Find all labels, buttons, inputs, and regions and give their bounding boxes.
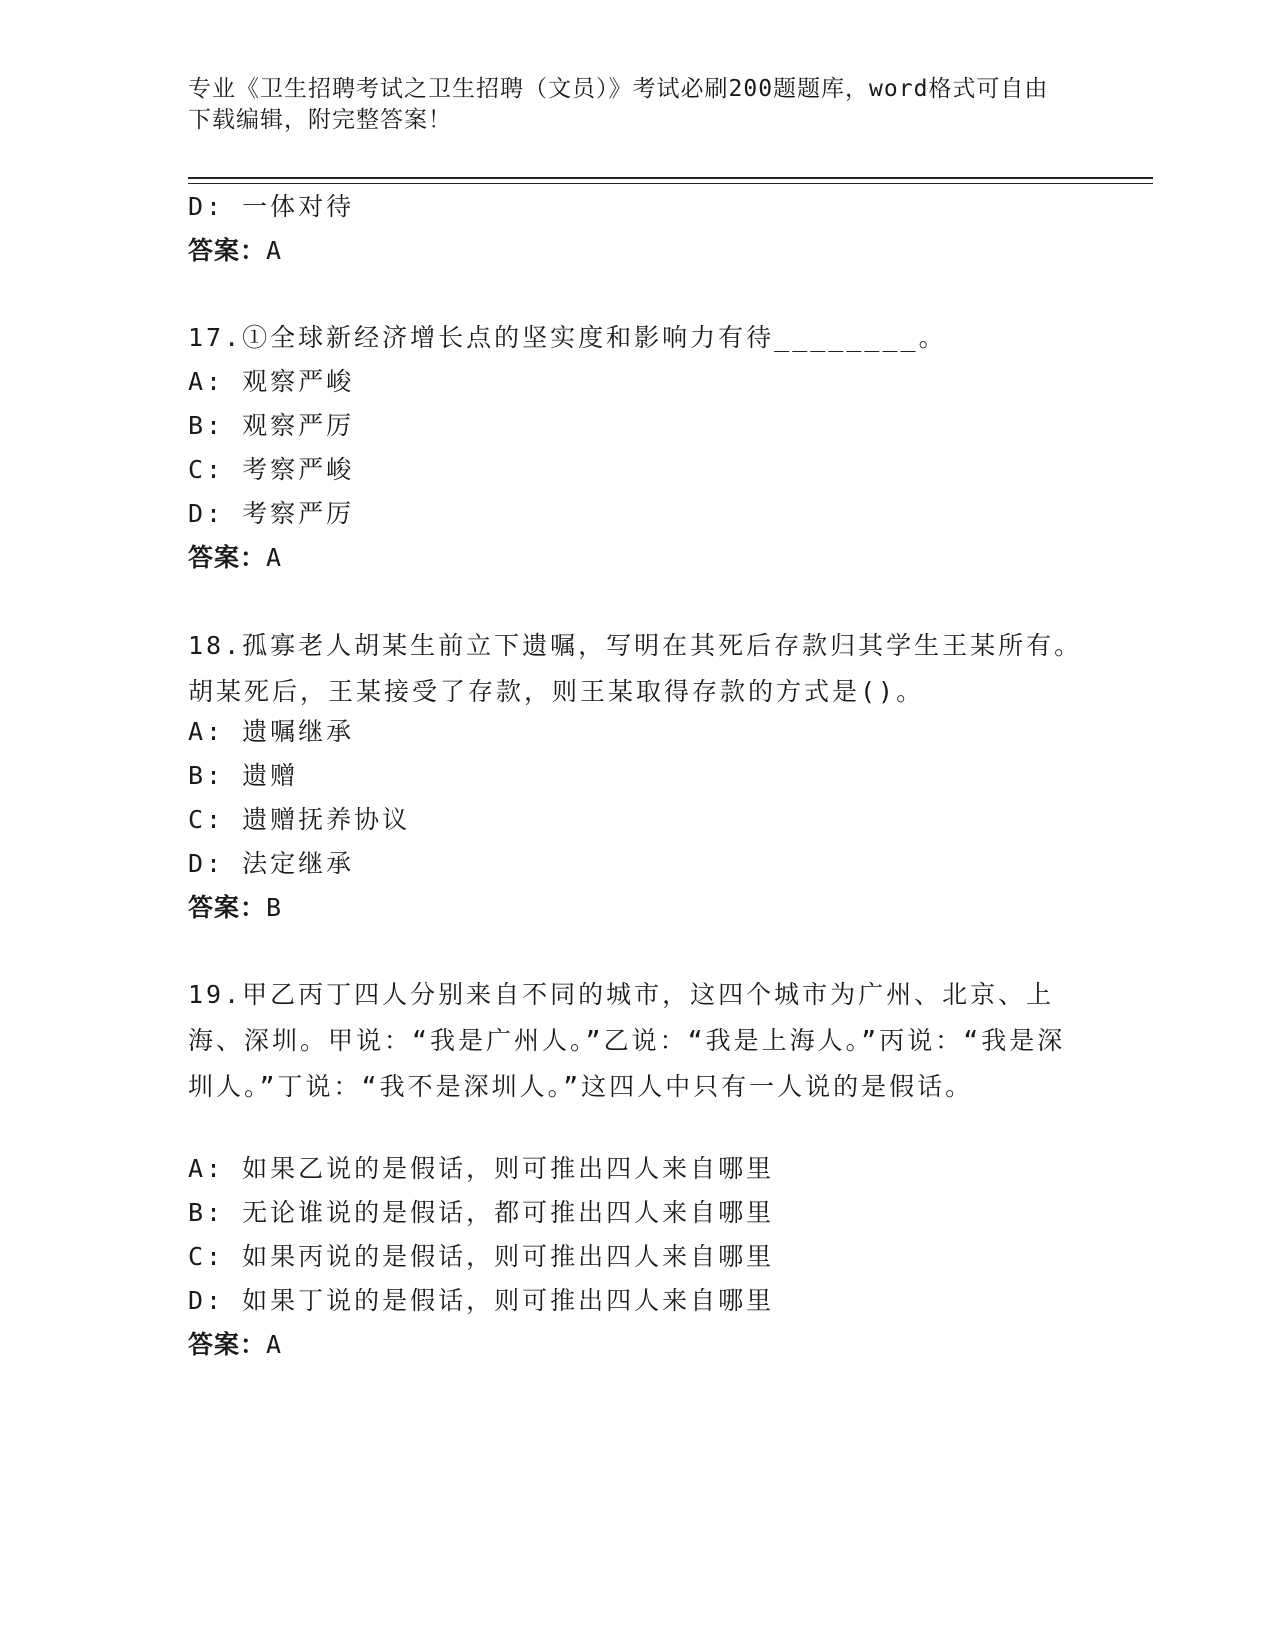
question-19-option-d: D: 如果丁说的是假话，则可推出四人来自哪里 bbox=[188, 1286, 775, 1315]
question-19-stem: 19.甲乙丙丁四人分别来自不同的城市，这四个城市为广州、北京、上海、深圳。甲说：“我是广州人。”乙说：“我是上海人。”丙说：“我是深圳人。”丁说：“我不是深圳人。”这四人中只有一人说的是假话。 bbox=[188, 980, 1066, 1101]
question-19-option-c: C: 如果丙说的是假话，则可推出四人来自哪里 bbox=[188, 1242, 775, 1271]
answer-value: A bbox=[266, 1330, 283, 1359]
answer-label: 答案： bbox=[188, 236, 267, 265]
question-17-answer bbox=[188, 542, 282, 574]
prev-answer bbox=[188, 235, 282, 267]
question-17-option-d: D: 考察严厉 bbox=[188, 499, 355, 528]
question-17-option-c: C: 考察严峻 bbox=[188, 455, 355, 484]
question-19-option-b: B: 无论谁说的是假话，都可推出四人来自哪里 bbox=[188, 1198, 775, 1227]
question-19-option-a: A: 如果乙说的是假话，则可推出四人来自哪里 bbox=[188, 1154, 775, 1183]
header-divider-thick bbox=[188, 177, 1153, 179]
answer-value: A bbox=[266, 543, 283, 572]
prev-option-d: D: 一体对待 bbox=[188, 192, 355, 221]
question-17-option-b: B: 观察严厉 bbox=[188, 411, 355, 440]
question-17-option-a: A: 观察严峻 bbox=[188, 367, 355, 396]
document-header: 专业《卫生招聘考试之卫生招聘（文员）》考试必刷200题题库，word格式可自由下载编辑，附完整答案！ bbox=[188, 76, 1049, 133]
question-18-option-d: D: 法定继承 bbox=[188, 849, 355, 878]
question-17-stem: 17.①全球新经济增长点的坚实度和影响力有待________。 bbox=[188, 323, 947, 352]
answer-label: 答案： bbox=[188, 1330, 267, 1359]
question-18-option-b: B: 遗赠 bbox=[188, 761, 299, 790]
answer-value: A bbox=[266, 236, 283, 265]
answer-label: 答案： bbox=[188, 893, 267, 922]
question-18-answer bbox=[188, 892, 282, 924]
question-18-option-c: C: 遗赠抚养协议 bbox=[188, 805, 411, 834]
header-divider-thin bbox=[188, 183, 1153, 184]
question-18-option-a: A: 遗嘱继承 bbox=[188, 717, 355, 746]
answer-value: B bbox=[266, 893, 283, 922]
question-18-stem: 18.孤寡老人胡某生前立下遗嘱，写明在其死后存款归其学生王某所有。胡某死后，王某接受了存款，则王某取得存款的方式是()。 bbox=[188, 631, 1083, 706]
question-19-answer bbox=[188, 1329, 282, 1361]
answer-label: 答案： bbox=[188, 543, 267, 572]
